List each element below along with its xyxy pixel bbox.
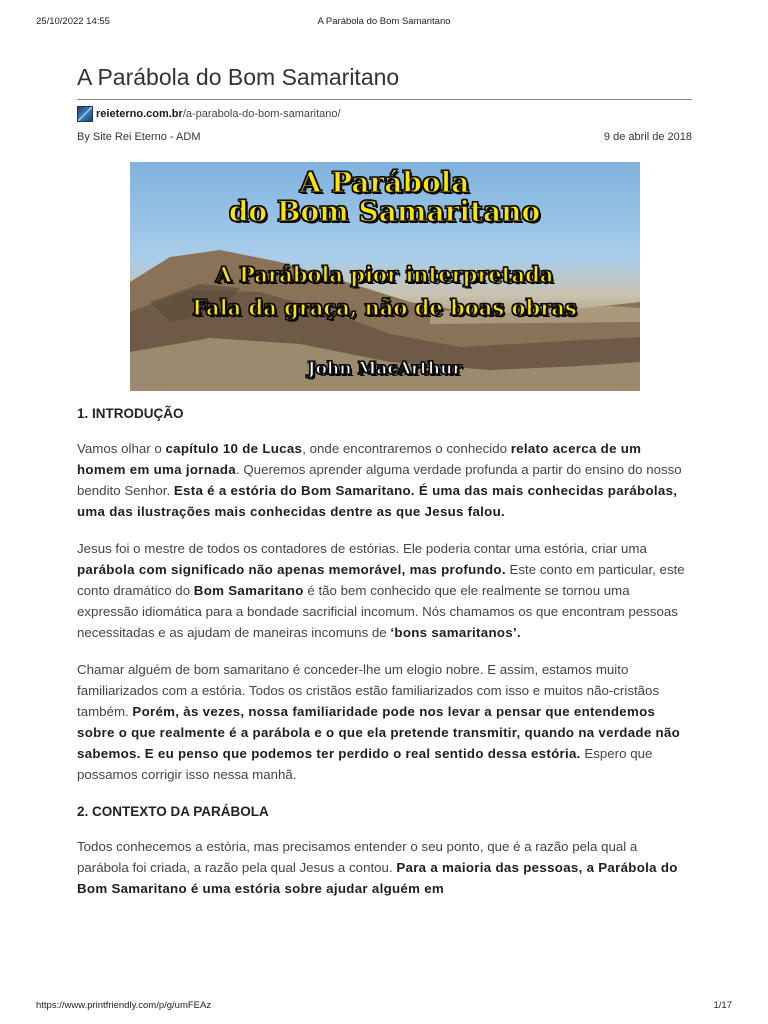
print-timestamp: 25/10/2022 14:55 — [36, 16, 110, 27]
print-title: A Parábola do Bom Samaritano — [317, 16, 451, 27]
paragraph-1: Vamos olhar o capítulo 10 de Lucas, onde encontraremos o conhecido relato acerca de um homem em uma jornada. Queremos aprender alguma verdade profunda a partir do ensino do nosso bendito Senhor. Esta é a estória do Bom Samaritano. É uma das mais conhecidas parábolas, uma das ilustrações mais conhecidas dentre as que Jesus falou. — [77, 441, 682, 519]
article-content — [77, 64, 692, 915]
article-author: By Site Rei Eterno - ADM — [77, 131, 201, 143]
section-heading-intro: 1. INTRODUÇÃO — [77, 406, 184, 421]
hero-image — [130, 162, 640, 391]
paragraph-4: Todos conhecemos a estória, mas precisamos entender o seu ponto, que é a razão pela qual a parábola foi criada, a razão pela qual Jesus a contou. Para a maioria das pessoas, a Parábola do Bom Samaritano é uma estória sobre ajudar alguém em — [77, 839, 678, 896]
article-body — [77, 403, 692, 899]
page-title: A Parábola do Bom Samaritano — [77, 64, 692, 100]
print-header — [36, 16, 732, 30]
paragraph-2: Jesus foi o mestre de todos os contadores de estórias. Ele poderia contar uma estória, criar uma parábola com significado não apenas memorável, mas profundo. Este conto em particular, este conto dramático do Bom Samaritano é tão bem conhecido que ele realmente se tornou uma expressão idiomática para a bondade sacrificial incomum. Nós chamamos os que encontram pessoas necessitadas e as ajudam de maneiras incomuns de ‘bons samaritanos’. — [77, 541, 685, 640]
hero-text-author: John MacArthur — [307, 359, 462, 379]
source-line[interactable] — [77, 104, 692, 124]
hero-text-line1: A Parábola — [299, 166, 470, 199]
article-date: 9 de abril de 2018 — [603, 131, 692, 143]
print-footer — [36, 1000, 732, 1014]
paragraph-3: Chamar alguém de bom samaritano é conceder-lhe um elogio nobre. E assim, estamos muito familiarizados com a estória. Todos os cristãos estão familiarizados com isso e muitos não-cristãos também. Porém, às vezes, nossa familiaridade pode nos levar a pensar que entendemos sobre o que realmente é a parábola e o que ela pretende transmitir, quando na verdade não sabemos. E eu penso que podemos ter perdido o real sentido dessa estória. Espero que possamos corrigir isso nessa manhã. — [77, 662, 681, 782]
source-path[interactable]: /a-parabola-do-bom-samaritano/ — [182, 108, 341, 120]
article-meta — [77, 131, 692, 147]
section-heading-context: 2. CONTEXTO DA PARÁBOLA — [77, 804, 269, 819]
hero-text-line3: A Parábola pior interpretada — [215, 262, 554, 287]
page-number: 1/17 — [713, 1000, 732, 1011]
site-favicon-icon — [77, 106, 93, 122]
hero-text-line4: Fala da graça, não de boas obras — [192, 295, 577, 320]
source-domain[interactable]: reieterno.com.br — [96, 108, 183, 120]
hero-text-line2: do Bom Samaritano — [228, 195, 541, 228]
print-footer-url[interactable]: https://www.printfriendly.com/p/g/umFEAz — [36, 1000, 212, 1011]
